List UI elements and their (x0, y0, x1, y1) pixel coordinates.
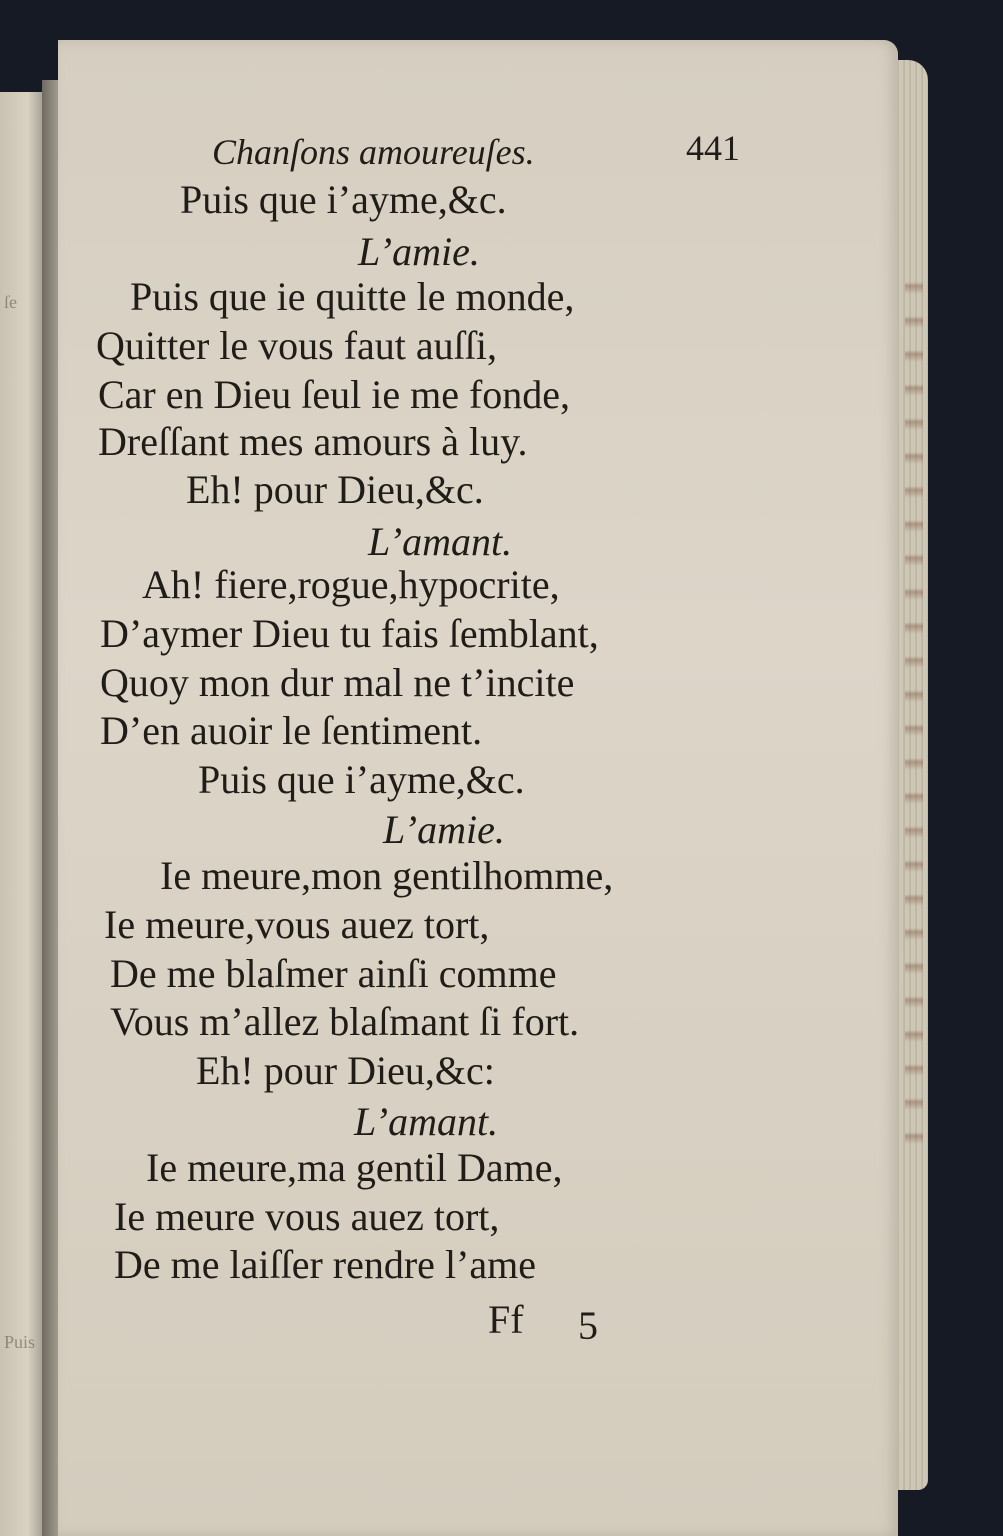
verse-line: Vous m’allez blaſmant ſi fort. (110, 999, 580, 1044)
refrain-line: Puis que i’ayme,&c. (198, 757, 525, 802)
facing-page-fragment: ſe (4, 292, 17, 312)
refrain-line: Eh! pour Dieu,&c: (196, 1048, 495, 1093)
running-head: Chanſons amoureuſes. (212, 132, 535, 172)
verse-line: Quitter le vous faut auſſi, (96, 323, 498, 368)
speaker-label: L’amant. (354, 1099, 499, 1144)
signature-number: 5 (578, 1303, 598, 1348)
speaker-label: L’amant. (368, 519, 513, 564)
verse-line: Ie meure vous auez tort, (114, 1194, 500, 1239)
facing-page-fragment: Puis (4, 1332, 36, 1352)
verse-line: Car en Dieu ſeul ie me fonde, (98, 372, 571, 417)
verse-line: Ah! fiere,rogue,hypocrite, (142, 562, 560, 607)
verse-line: Quoy mon dur mal ne t’incite (100, 660, 575, 705)
verse-line: De me laiſſer rendre l’ame (114, 1242, 536, 1287)
speaker-label: L’amie. (358, 229, 480, 274)
speaker-label: L’amie. (383, 807, 505, 852)
verse-line: Ie meure,vous auez tort, (104, 902, 490, 947)
verse-line: Ie meure,ma gentil Dame, (146, 1145, 563, 1190)
verse-line: Ie meure,mon gentilhomme, (160, 853, 614, 898)
verse-line: Dreſſant mes amours à luy. (98, 419, 528, 464)
verse-line: Puis que i’ayme,&c. (180, 177, 507, 222)
verse-line: Puis que ie quitte le monde, (130, 274, 575, 319)
verse-line: D’aymer Dieu tu fais ſemblant, (100, 611, 599, 656)
verse-line: D’en auoir le ſentiment. (100, 708, 483, 753)
refrain-line: Eh! pour Dieu,&c. (186, 467, 484, 512)
page-number: 441 (686, 128, 740, 168)
verse-line: De me blaſmer ainſi comme (110, 951, 557, 996)
signature-mark: Ff (488, 1297, 524, 1342)
